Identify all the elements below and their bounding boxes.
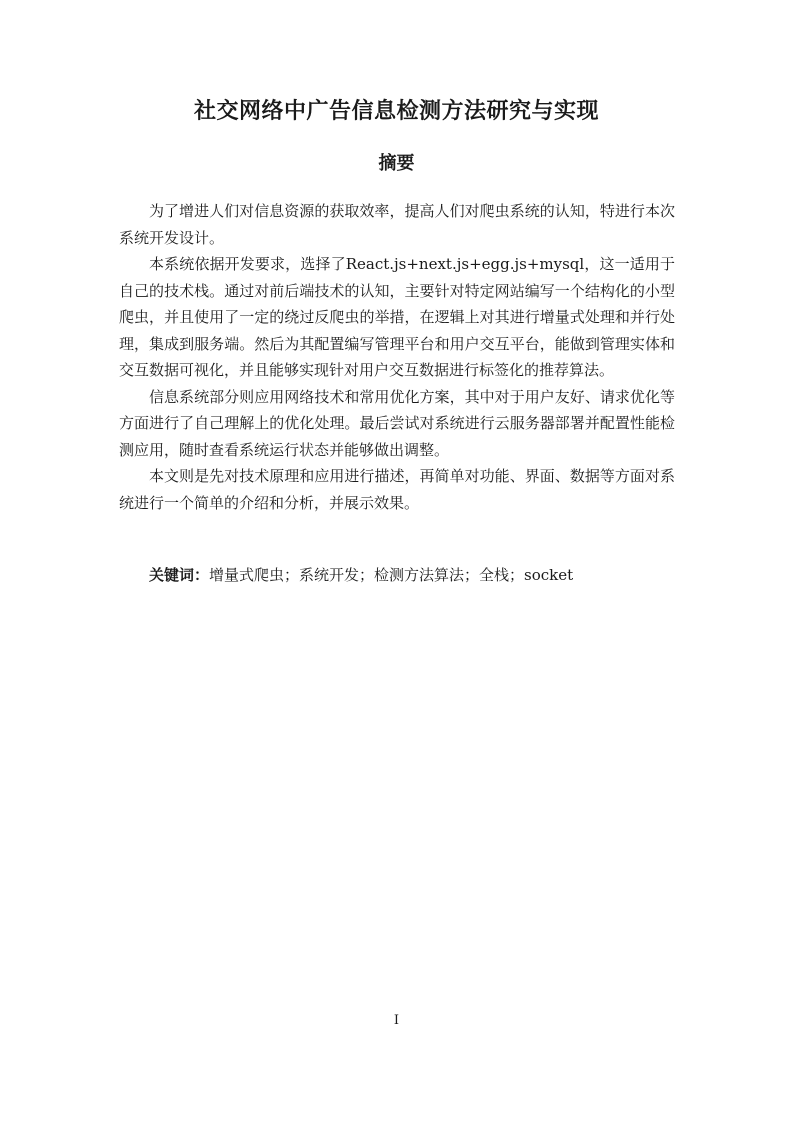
keywords-text: 增量式爬虫；系统开发；检测方法算法；全栈；socket <box>209 566 574 584</box>
abstract-paragraph-2: 本系统依据开发要求，选择了React.js+next.js+egg.js+mysql，这一适用于自己的技术栈。通过对前后端技术的认知，主要针对特定网站编写一个结构化的小型爬虫，并且使用了一定的绕过反爬虫的举措，在逻辑上对其进行增量式处理和并行处理，集成到服务端。然后为其配置编写管理平台和用户交互平台，能做到管理实体和交互数据可视化，并且能够实现针对用户交互数据进行标签化的推荐算法。 <box>119 255 675 379</box>
page-number: I <box>393 1013 400 1028</box>
keywords-label: 关键词： <box>149 566 210 584</box>
abstract-paragraph-4: 本文则是先对技术原理和应用进行描述，再简单对功能、界面、数据等方面对系统进行一个简单的介绍和分析，并展示效果。 <box>119 467 675 512</box>
abstract-paragraph-1: 为了增进人们对信息资源的获取效率，提高人们对爬虫系统的认知，特进行本次系统开发设计。 <box>119 202 675 247</box>
document-title: 社交网络中广告信息检测方法研究与实现 <box>193 99 599 124</box>
abstract-paragraph-3: 信息系统部分则应用网络技术和常用优化方案，其中对于用户友好、请求优化等方面进行了自己理解上的优化处理。最后尝试对系统进行云服务器部署并配置性能检测应用，随时查看系统运行状态并能够做出调整。 <box>119 387 675 459</box>
abstract-body <box>119 198 675 516</box>
abstract-heading: 摘要 <box>378 153 415 174</box>
keywords-line <box>149 563 675 587</box>
